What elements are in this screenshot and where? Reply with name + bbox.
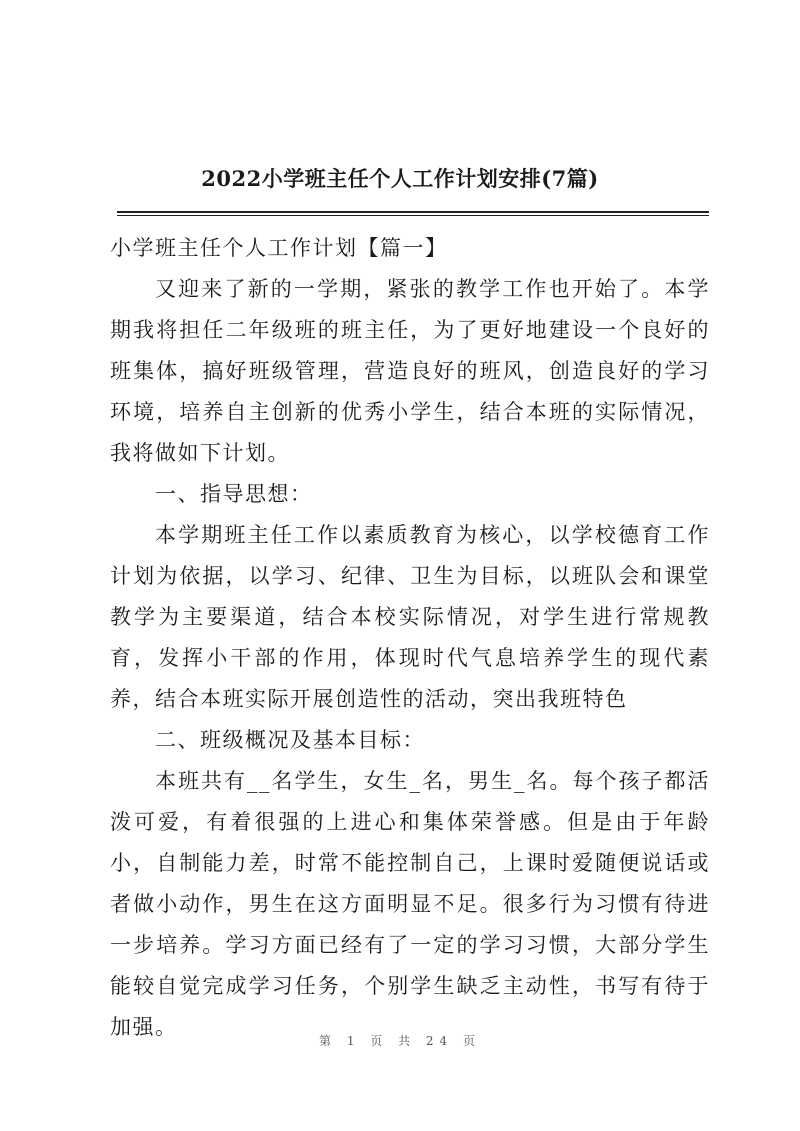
intro-paragraph: 又迎来了新的一学期，紧张的教学工作也开始了。本学期我将担任二年级班的班主任，为了更好地建设一个良好的班集体，搞好班级管理，营造良好的班风，创造良好的学习环境，培养自主创新的优秀小学生，结合本班的实际情况，我将做如下计划。 — [110, 277, 710, 465]
page-footer: 第 1 页 共 24 页 — [319, 1034, 481, 1048]
document-title: 2022小学班主任个人工作计划安排(7篇) — [201, 166, 599, 191]
document-body — [110, 228, 710, 1048]
title-rule-thin — [117, 215, 709, 216]
title-rule-thick — [117, 211, 709, 213]
heading-guiding-thought: 一、指导思想： — [155, 482, 313, 506]
guiding-paragraph: 本学期班主任工作以素质教育为核心，以学校德育工作计划为依据，以学习、纪律、卫生为目标，以班队会和课堂教学为主要渠道，结合本校实际情况，对学生进行常规教育，发挥小干部的作用，体现时代气息培养学生的现代素养，结合本班实际开展创造性的活动，突出我班特色 — [110, 523, 710, 711]
heading-class-overview: 二、班级概况及基本目标： — [155, 728, 425, 752]
section-title: 小学班主任个人工作计划【篇一】 — [110, 236, 448, 260]
overview-paragraph: 本班共有__名学生，女生_名，男生_名。每个孩子都活泼可爱，有着很强的上进心和集体荣誉感。但是由于年龄小，自制能力差，时常不能控制自己，上课时爱随便说话或者做小动作，男生在这方面明显不足。很多行为习惯有待进一步培养。学习方面已经有了一定的学习习惯，大部分学生能较自觉完成学习任务，个别学生缺乏主动性，书写有待于加强。 — [110, 769, 710, 1039]
